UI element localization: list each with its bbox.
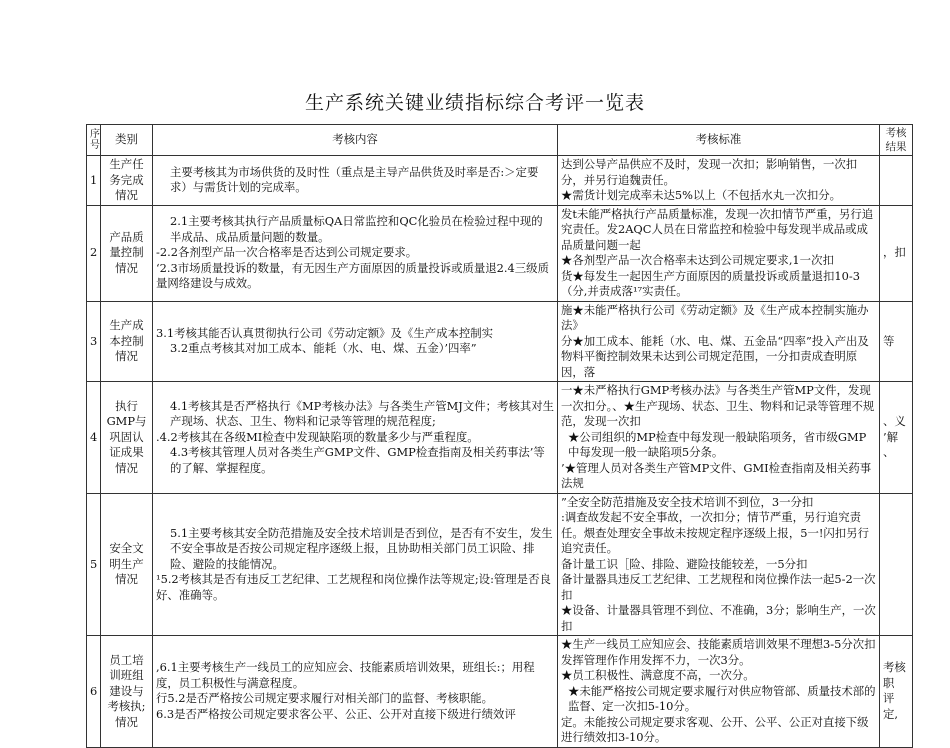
kpi-table [86,124,913,748]
row-standard [558,382,880,494]
row-category: 员工培训班组建设与考核执;情况 [101,636,153,748]
standard-line: 达到公导产品供应不及时，发现一次扣；影响销售，一次扣分，并另行追魏责任。 [561,157,858,187]
row-standard [558,636,880,748]
content-line: 3.2重点考核其对加工成本、能耗（水、电、煤、五金）’四率” [170,341,477,356]
header-standard: 考核标准 [558,125,880,156]
standard-line: ★设备、计量器具管理不到位、不准确，3分；影响生产，一次扣 [561,603,876,633]
content-line: 4.1考核其是否严格执行《MP考核办法》与各类生产管MJ文件；考核其对生产现场、状态、卫生、物料和记录等管理的规范程度; [170,398,555,428]
standard-line: ★公司组织的MP检查中每发现一般缺陷项务，省市级GMP中每发现一般一缺陷项5分条。 [568,429,867,459]
header-content: 考核内容 [153,125,558,156]
standard-line: 定。未能按公司规定要求客观、公开、公平、公正对直接下级进行绩效扣3-10分。 [561,714,869,744]
table-row [87,301,913,382]
header-no: 序号 [87,125,101,156]
header-result: 考核结果 [880,125,913,156]
standard-line: 施★未能严格执行公司《劳动定额》及《生产成本控制实施办法》 [561,302,869,332]
row-number: 3 [87,301,101,382]
row-standard [558,205,880,301]
row-content [153,636,558,748]
row-category: 安全文明生产情况 [101,493,153,636]
row-number: 4 [87,382,101,494]
standard-line: 一★未严格执行GMP考核办法》与各类生产管MP文件，发现一次扣分。、★生产现场、状态、卫生、物料和记录等管理不规范，发现一次扣 [561,383,875,428]
row-result: 、义 ’解 、 [880,382,913,494]
standard-line: ’★管理人员对各类生产管MP文件、GMI检查指南及相关药事法规 [561,460,872,490]
content-line: -2.2各剂型产品一次合格率是否达到公司规定要求。 [156,245,418,260]
row-category: 执行GMP与巩固认证成果情况 [101,382,153,494]
standard-line: 备计量器具违反工艺纪律、工艺规程和岗位操作法一起5-2一次扣 [561,572,876,602]
standard-line: ★需货计划完成率未达5%以上（不包括水丸一次扣分。 [561,188,842,202]
row-number: 6 [87,636,101,748]
row-number: 2 [87,205,101,301]
standard-line: 发t未能严格执行产品质量标准，发现一次扣情节严重，另行追究责任。发2AQC人员在日常监控和检验中每发现半成品或成品质量问题一起 [561,206,874,252]
standard-line: ★生产一线员工应知应会、技能素质培训效果不理想3-5分次扣发挥管理作作用发挥不力，一次3分。 [561,637,876,667]
table-row [87,636,913,748]
row-standard [558,301,880,382]
table-row [87,493,913,636]
row-result [880,493,913,636]
row-number: 1 [87,156,101,206]
content-line: 行5.2是否严格按公司规定要求履行对相关部门的监督、考核职能。 [156,691,494,706]
content-line: ‘2.3市场质量投诉的数量，有无因生产方面原因的质量投诉或质量退2.4三级质量网络建设与成效。 [156,260,549,291]
table-row [87,205,913,301]
content-line: 6.3是否严格按公司规定要求客公平、公正、公开对直接下级进行绩效评 [156,706,516,721]
row-standard [558,493,880,636]
standard-line: ★各剂型产品一次合格率未达到公司规定要求,1一次扣 [561,253,834,267]
content-line: 4.3考核其管理人员对各类生产GMP文件、GMP检查指南及相关药事法’等的了解、掌握程度。 [170,445,545,475]
content-line: ¹5.2考核其是否有违反工艺纪律、工艺规程和岗位操作法等规定;设:管理是否良好、准确等。 [156,572,551,602]
standard-line: ”全安全防范措施及安全技术培训不到位，3一分扣 [561,494,814,509]
row-result: 等 [880,301,913,382]
standard-line: ★员工积极性、满意度不高，一次分。 [561,668,755,682]
content-line: 5.1主要考核其安全防范措施及安全技术培训是否到位，是否有不安生，发生不安全事故是否按公司规定程序逐级上报，且协助相关部门员工识险、排险、避险的技能情况。 [170,525,553,571]
row-standard [558,156,880,206]
row-category: 产品质量控制情况 [101,205,153,301]
header-category: 类别 [101,125,153,156]
standard-line: 分★加工成本、能耗（水、电、煤、五金品“四率”投入产出及物料平衡控制效果未达到公司规定范围，一分扣责成查明原因，落 [561,333,869,379]
standard-line: :调查故发起不安全事故，一次扣分；情节严重，另行追究责任。煨查处理安全事故未按规定程序逐级上报，5一!闪扣另行追究责任。 [561,510,869,555]
standard-line: ★未能严格按公司规定要求履行对供应物管部、质量技术部的监督、定一次扣5-10分。 [568,683,876,713]
table-row [87,382,913,494]
row-category: 生产成本控制情况 [101,301,153,382]
table-row [87,156,913,206]
row-result: 考核职 评定, [880,636,913,748]
content-line: ,6.1主要考核生产一线员工的应知应会、技能素质培训效果，班组长:；用程度，员工积极性与满意程度。 [156,660,535,690]
page-title: 生产系统关键业绩指标综合考评一览表 [304,92,645,114]
content-line: .4.2考核其在各级MI检查中发现缺陷项的数量多少与严重程度。 [156,429,479,444]
content-line: 2.1主要考核其执行产品质量标QA日常监控和QC化验员在检验过程中现的半成品、成品质量问题的数量。 [170,214,543,244]
standard-line: 备计量工识［险、排险、避险技能较差，一5分扣 [561,556,808,571]
row-result [880,156,913,206]
row-number: 5 [87,493,101,636]
table-header-row [87,125,913,156]
content-line: 主要考核其为市场供货的及时性（重点是主导产品供货及时率是否:＞定要求）与需货计划的完成率。 [170,164,539,195]
row-content [153,301,558,382]
standard-line: 货★每发生一起因生产方面原因的质量投诉或质量退扣10-3（分,并责成落¹⁷实责任。 [561,268,860,298]
row-result: ，扣 [880,205,913,301]
row-content [153,156,558,206]
content-line: 3.1考核其能否认真贯彻执行公司《劳动定额》及《生产成本控制实 [156,325,494,340]
row-content [153,382,558,494]
row-content [153,493,558,636]
row-content [153,205,558,301]
row-category: 生产任务完成情况 [101,156,153,206]
